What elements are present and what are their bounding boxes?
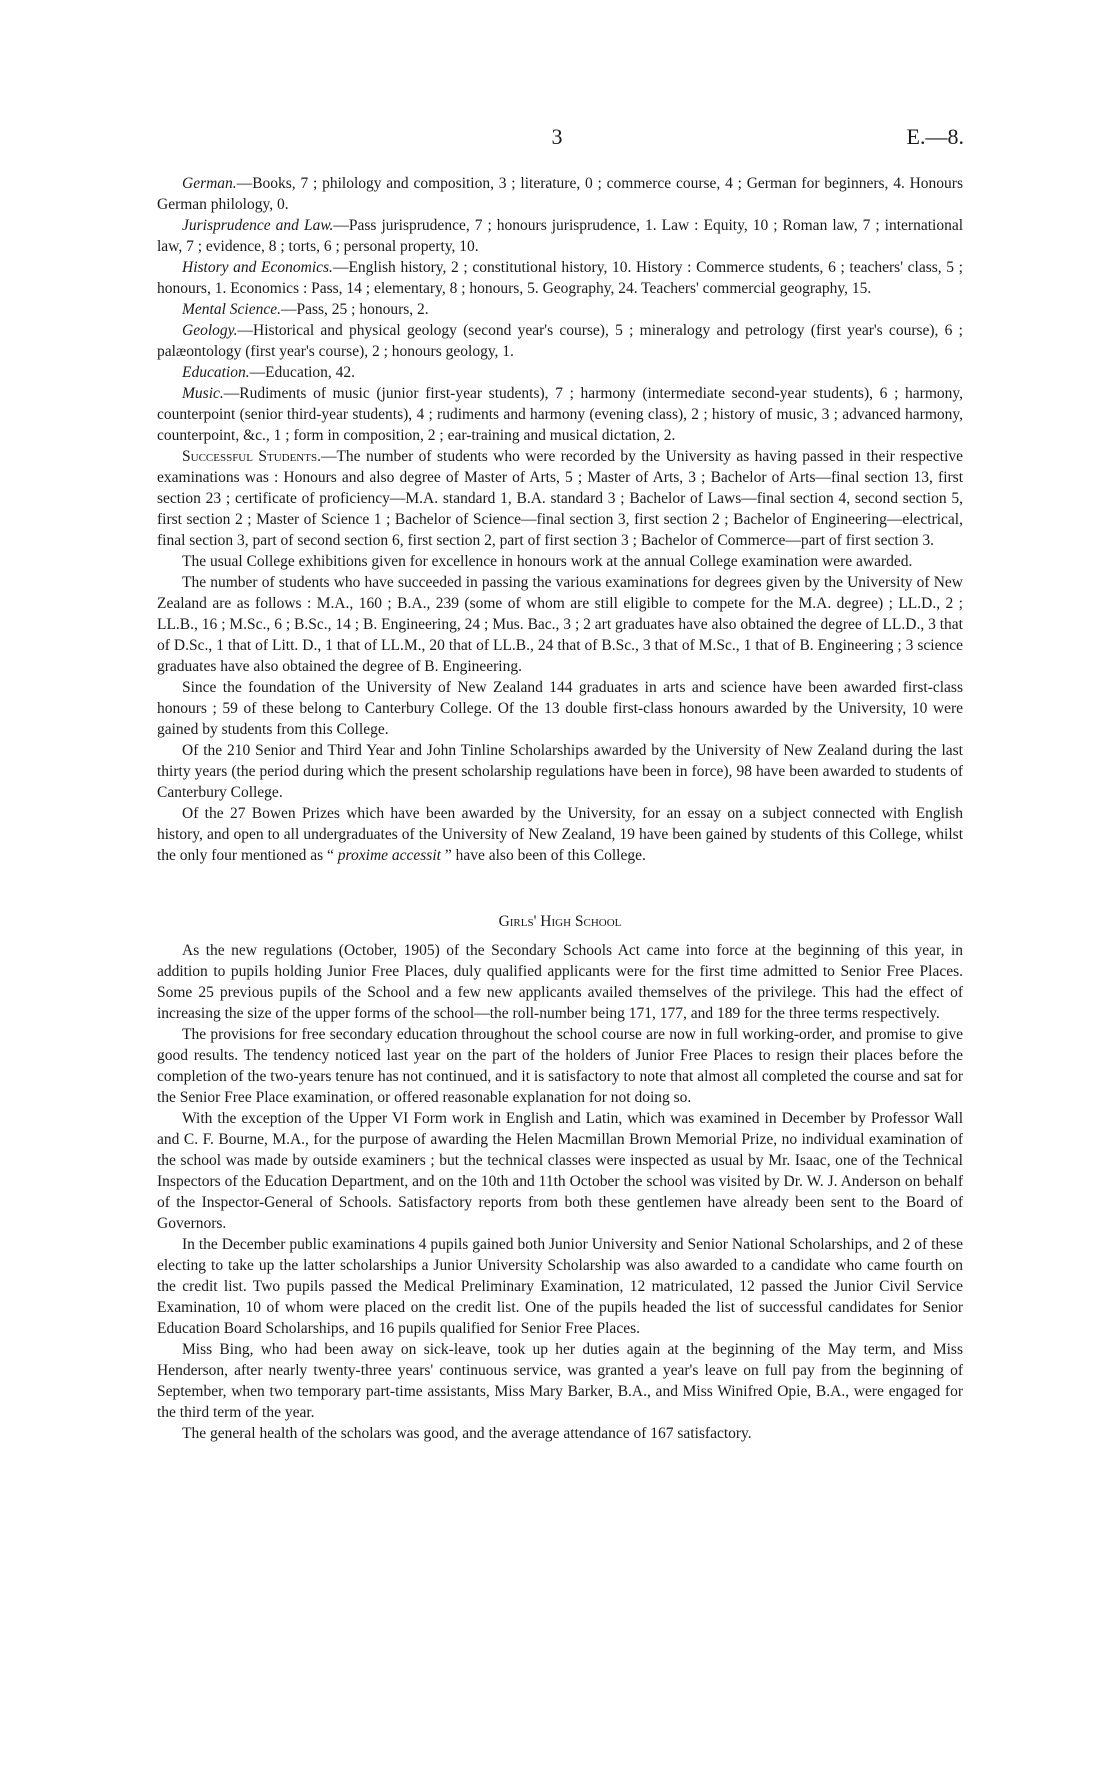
paragraph-bowen-prizes: Of the 27 Bowen Prizes which have been awarded by the University, for an essay on a subject connected with English history, and open to all undergraduates of the University of New Zealand, 19 have been gained by students of this College, whilst the only four mentioned as “ proxime accessit ” have also been of this College. (157, 805, 963, 864)
paragraph-education: Education.—Education, 42. (182, 364, 356, 381)
paragraph-degrees: The number of students who have succeeded in passing the various examinations for degrees given by the University of New Zealand are as follows : M.A., 160 ; B.A., 239 (some of whom are still eligible to compete for the M.A. degree) ; LL.D., 2 ; LL.B., 16 ; M.Sc., 6 ; B.Sc., 14 ; B. Engineering, 24 ; Mus. Bac., 3 ; 2 art graduates have also obtained the degree of LL.D., 3 that of D.Sc., 1 that of Litt. D., 1 that of LL.M., 20 that of LL.B., 24 that of B.Sc., 3 that of M.Sc., 1 that of B. Engineering ; 3 science graduates have also obtained the degree of B. Engineering. (157, 574, 963, 675)
subject-mental-science: Mental Science. (182, 301, 281, 318)
subject-education: Education. (182, 364, 250, 381)
paragraph-ghs-health: The general health of the scholars was good, and the average attendance of 167 satisfactory. (182, 1425, 752, 1442)
paragraph-scholarships: Of the 210 Senior and Third Year and John Tinline Scholarships awarded by the University of New Zealand during the last thirty years (the period during which the present scholarship regulations have been in force), 98 have been awarded to students of Canterbury College. (157, 742, 963, 801)
paragraph-geology: Geology.—Historical and physical geology (second year's course), 5 ; mineralogy and petrology (first year's course), 6 ; palæontology (first year's course), 2 ; honours geology, 1. (157, 322, 963, 360)
paragraph-german: German.—Books, 7 ; philology and composition, 3 ; literature, 0 ; commerce course, 4 ; German for beginners, 4. Honours German philology, 0. (157, 175, 963, 213)
paragraph-honours: Since the foundation of the University of New Zealand 144 graduates in arts and science have been awarded first-class honours ; 59 of these belong to Canterbury College. Of the 13 double first-class honours awarded by the University, 10 were gained by students from this College. (157, 679, 963, 738)
paragraph-ghs-free-places: The provisions for free secondary education throughout the school course are now in full working-order, and promise to give good results. The tendency noticed last year on the part of the holders of Junior Free Places to resign their places before the completion of the two-years tenure has not continued, and it is satisfactory to note that almost all completed the course and sat for the Senior Free Place examination, or offered reasonable explanation for not doing so. (157, 1026, 963, 1106)
subject-geology: Geology. (182, 322, 238, 339)
subject-german: German. (182, 175, 237, 192)
subject-law: Jurisprudence and Law. (182, 217, 334, 234)
paragraph-law: Jurisprudence and Law.—Pass jurisprudence, 7 ; honours jurisprudence, 1. Law : Equity, 10 ; Roman law, 7 ; international law, 7 ; evidence, 8 ; torts, 6 ; personal property, 10. (157, 217, 964, 255)
document-reference: E.—8. (906, 124, 964, 149)
paragraph-mental-science: Mental Science.—Pass, 25 ; honours, 2. (182, 301, 429, 318)
paragraph-ghs-examinations: With the exception of the Upper VI Form work in English and Latin, which was examined in December by Professor Wall and C. F. Bourne, M.A., for the purpose of awarding the Helen Macmillan Brown Memorial Prize, no individual examination of the school was made by outside examiners ; but the technical classes were inspected as usual by Mr. Isaac, one of the Technical Inspectors of the Education Department, and on the 10th and 11th October the school was visited by Dr. W. J. Anderson on behalf of the Inspector-General of Schools. Satisfactory reports from both these gentlemen have already been sent to the Board of Governors. (157, 1110, 963, 1232)
body-text (157, 173, 963, 1444)
paragraph-history: History and Economics.—English history, 2 ; constitutional history, 10. History : Commerce students, 6 ; teachers' class, 5 ; honours, 1. Economics : Pass, 14 ; elementary, 8 ; honours, 5. Geography, 24. Teachers' commercial geography, 15. (157, 259, 963, 297)
proxime-accessit: proxime accessit (337, 847, 441, 864)
paragraph-successful-students: Successful Students.—The number of students who were recorded by the University as having passed in their respective examinations was : Honours and also degree of Master of Arts, 5 ; Master of Arts, 3 ; Bachelor of Arts—final section 13, first section 23 ; certificate of proficiency—M.A. standard 1, B.A. standard 3 ; Bachelor of Laws—final section 4, second section 5, first section 2 ; Master of Science 1 ; Bachelor of Science—final section 3, first section 2 ; Bachelor of Engineering—electrical, final section 3, part of second section 6, first section 2, part of first section 3 ; Bachelor of Commerce—part of first section 3. (157, 448, 964, 549)
paragraph-ghs-staff: Miss Bing, who had been away on sick-leave, took up her duties again at the beginning of the May term, and Miss Henderson, after nearly twenty-three years' continuous service, was granted a year's leave on full pay from the beginning of September, when two temporary part-time assistants, Miss Mary Barker, B.A., and Miss Winifred Opie, B.A., were engaged for the third term of the year. (157, 1341, 963, 1421)
paragraph-exhibitions: The usual College exhibitions given for excellence in honours work at the annual College examination were awarded. (182, 553, 913, 570)
paragraph-music: Music.—Rudiments of music (junior first-year students), 7 ; harmony (intermediate second-year students), 6 ; harmony, counterpoint (senior third-year students), 4 ; rudiments and harmony (evening class), 2 ; history of music, 3 ; advanced harmony, counterpoint, &c., 1 ; form in composition, 2 ; ear-training and musical dictation, 2. (157, 385, 963, 444)
successful-students-lead: Successful Students. (182, 448, 321, 465)
subject-music: Music. (182, 385, 224, 402)
page-number: 3 (551, 124, 563, 149)
subject-history: History and Economics. (182, 259, 333, 276)
paragraph-ghs-regulations: As the new regulations (October, 1905) of the Secondary Schools Act came into force at the beginning of this year, in addition to pupils holding Junior Free Places, duly qualified applicants were for the first time admitted to Senior Free Places. Some 25 previous pupils of the School and a few new applicants availed themselves of the privilege. This had the effect of increasing the size of the upper forms of the school—the roll-number being 171, 177, and 189 for the three terms respectively. (157, 942, 963, 1022)
paragraph-ghs-public-exams: In the December public examinations 4 pupils gained both Junior University and Senior National Scholarships, and 2 of these electing to take up the latter scholarships a Junior University Scholarship was also awarded to a candidate who came fourth on the credit list. Two pupils passed the Medical Preliminary Examination, 12 matriculated, 12 passed the Junior Civil Service Examination, 10 of whom were placed on the credit list. One of the pupils headed the list of successful candidates for Senior Education Board Scholarships, and 16 pupils qualified for Senior Free Places. (157, 1236, 963, 1337)
section-heading-girls-high-school: Girls' High School (498, 913, 622, 930)
